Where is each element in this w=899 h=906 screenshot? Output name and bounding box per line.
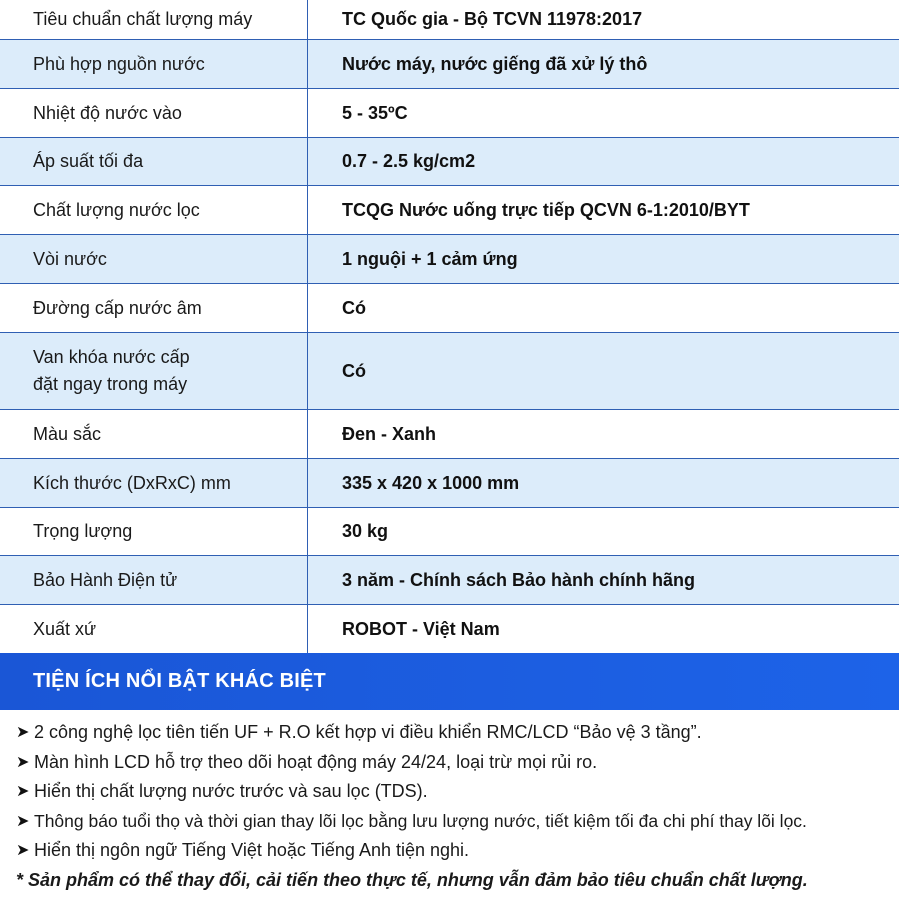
spec-label: Tiêu chuẩn chất lượng máy xyxy=(0,0,308,39)
list-item xyxy=(16,807,899,837)
spec-label: Van khóa nước cấp đặt ngay trong máy xyxy=(0,333,308,409)
spec-label: Bảo Hành Điện tử xyxy=(0,556,308,604)
spec-row-water-quality xyxy=(0,186,899,235)
spec-value: ROBOT - Việt Nam xyxy=(342,618,500,639)
spec-value: 1 nguội + 1 cảm ứng xyxy=(342,248,518,269)
spec-label: Chất lượng nước lọc xyxy=(0,186,308,234)
spec-value: Nước máy, nước giếng đã xử lý thô xyxy=(342,53,648,74)
spec-value: TCQG Nước uống trực tiếp QCVN 6-1:2010/BYT xyxy=(342,199,750,220)
spec-value: 3 năm - Chính sách Bảo hành chính hãng xyxy=(342,569,696,590)
benefit-text: Thông báo tuổi thọ và thời gian thay lõi lọc bằng lưu lượng nước, tiết kiệm tối đa chi phí thay lõi lọc. xyxy=(34,810,807,831)
spec-row-temperature xyxy=(0,89,899,138)
list-item xyxy=(16,836,899,866)
spec-value: Có xyxy=(342,297,366,318)
benefit-text: 2 công nghệ lọc tiên tiến UF + R.O kết hợp vi điều khiển RMC/LCD “Bảo vệ 3 tầng”. xyxy=(34,722,702,742)
spec-label: Áp suất tối đa xyxy=(0,138,308,185)
benefits-list xyxy=(0,710,899,895)
benefit-text: Hiển thị ngôn ngữ Tiếng Việt hoặc Tiếng Anh tiện nghi. xyxy=(34,840,470,860)
spec-label: Vòi nước xyxy=(0,235,308,283)
spec-value: Đen - Xanh xyxy=(342,423,437,444)
spec-value: 30 kg xyxy=(342,521,389,541)
spec-label: Đường cấp nước âm xyxy=(0,284,308,332)
arrow-right-icon: ➤ xyxy=(16,842,30,859)
spec-row-color xyxy=(0,410,899,459)
benefit-text: Màn hình LCD hỗ trợ theo dõi hoạt động máy 24/24, loại trừ mọi rủi ro. xyxy=(34,751,598,772)
spec-label: Phù hợp nguồn nước xyxy=(0,40,308,88)
list-item xyxy=(16,777,899,807)
list-item xyxy=(16,748,899,778)
spec-value: Có xyxy=(342,360,366,381)
spec-row-built-in-inlet xyxy=(0,284,899,333)
list-item xyxy=(16,718,899,748)
spec-row-warranty xyxy=(0,556,899,605)
spec-row-weight xyxy=(0,508,899,556)
spec-row-water-source xyxy=(0,40,899,89)
spec-row-pressure xyxy=(0,138,899,186)
spec-value: TC Quốc gia - Bộ TCVN 11978:2017 xyxy=(342,9,643,29)
spec-value: 0.7 - 2.5 kg/cm2 xyxy=(342,151,476,171)
arrow-right-icon: ➤ xyxy=(16,724,30,741)
spec-row-dimensions xyxy=(0,459,899,508)
arrow-right-icon: ➤ xyxy=(16,783,30,800)
spec-label: Kích thước (DxRxC) mm xyxy=(0,459,308,507)
spec-value: 5 - 35ºC xyxy=(342,102,408,123)
arrow-right-icon: ➤ xyxy=(16,753,30,771)
spec-label: Trọng lượng xyxy=(0,508,308,555)
spec-row-standard xyxy=(0,0,899,40)
disclaimer-note: * Sản phẩm có thể thay đổi, cải tiến theo thực tế, nhưng vẫn đảm bảo tiêu chuẩn chất lượng. xyxy=(16,869,808,890)
spec-row-valve xyxy=(0,333,899,410)
spec-value: 335 x 420 x 1000 mm xyxy=(342,472,520,493)
spec-label: Xuất xứ xyxy=(0,605,308,653)
spec-label: Màu sắc xyxy=(0,410,308,458)
spec-row-origin xyxy=(0,605,899,653)
spec-row-faucet xyxy=(0,235,899,284)
benefit-text: Hiển thị chất lượng nước trước và sau lọc (TDS). xyxy=(34,781,428,801)
benefits-title: TIỆN ÍCH NỔI BẬT KHÁC BIỆT xyxy=(0,653,899,710)
arrow-right-icon: ➤ xyxy=(16,812,30,830)
spec-label: Nhiệt độ nước vào xyxy=(0,89,308,137)
